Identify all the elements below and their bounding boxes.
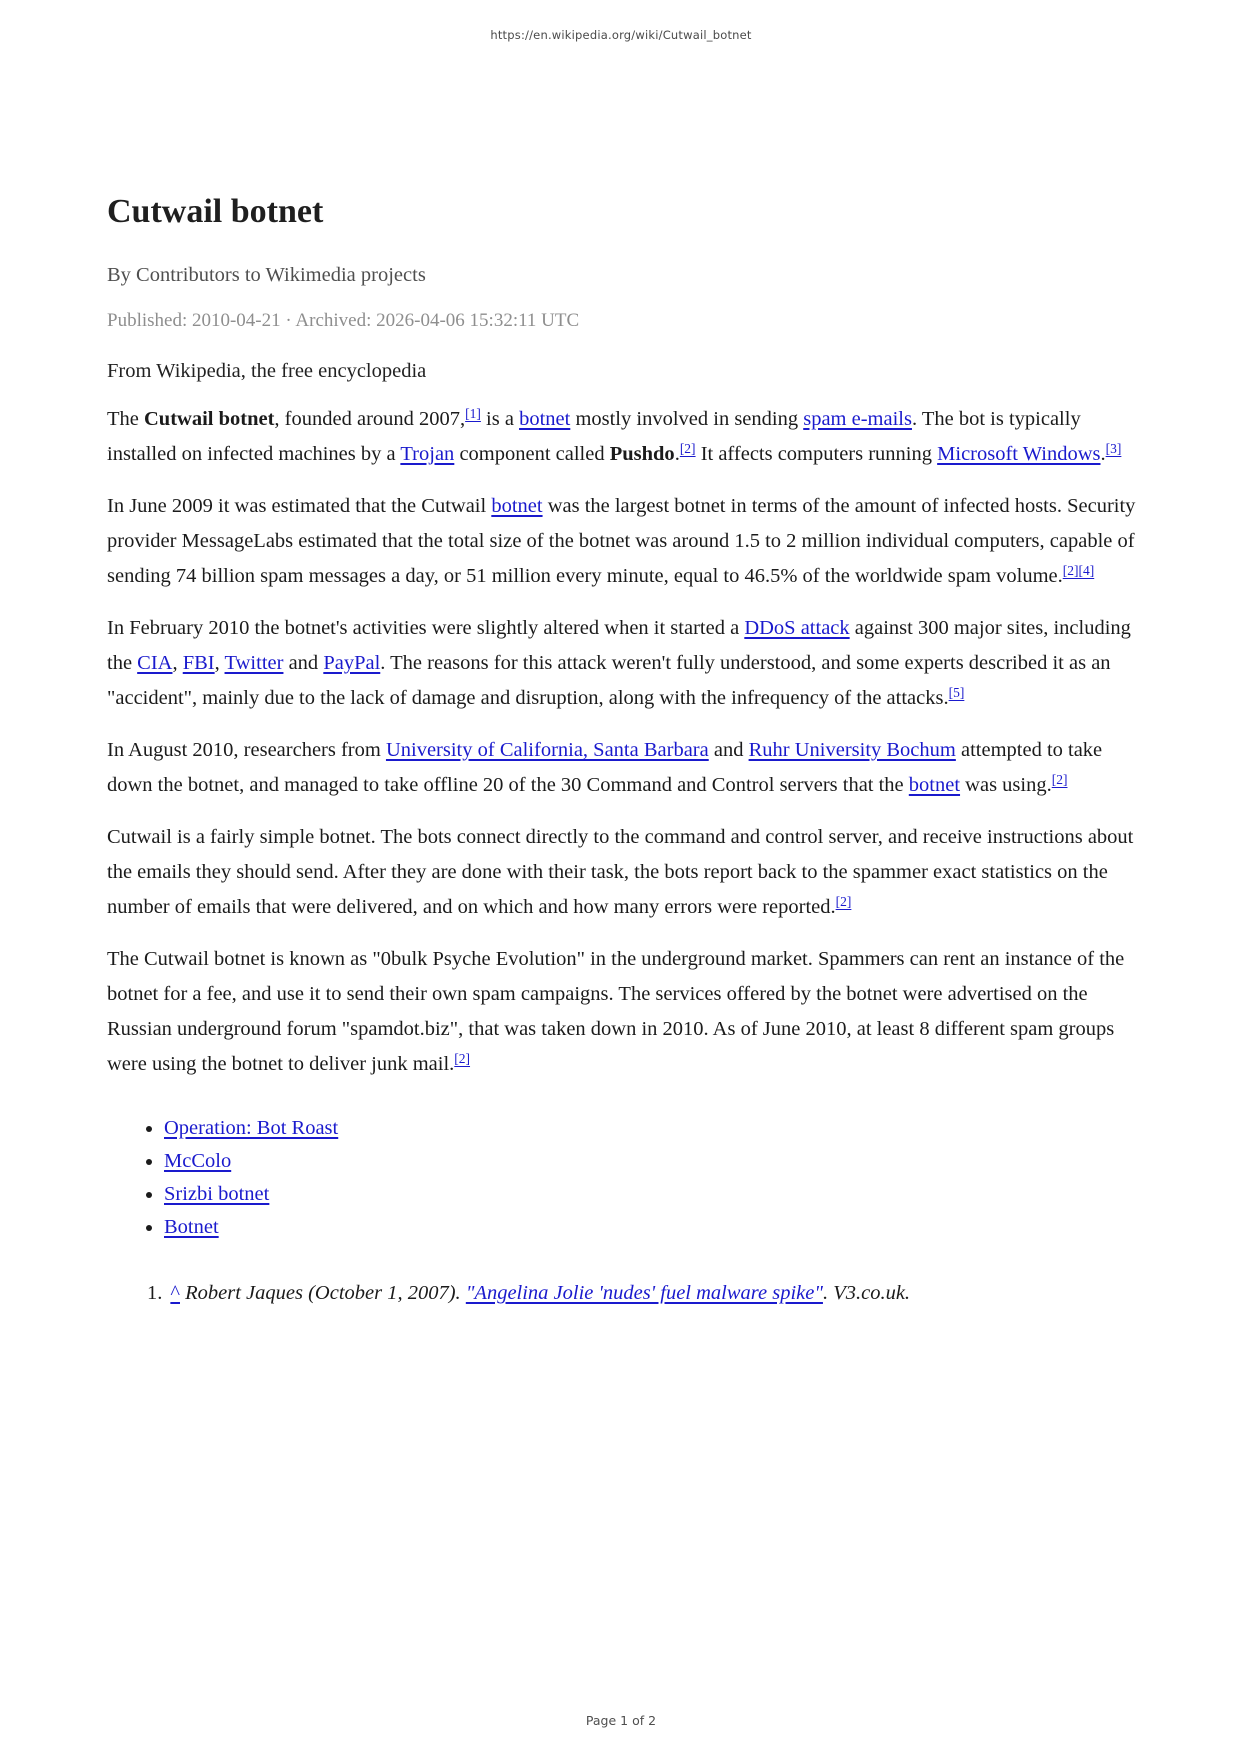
citation-ref[interactable]: [5] — [948, 685, 965, 700]
reference-number: 1. — [147, 1282, 163, 1304]
source-note: From Wikipedia, the free encyclopedia — [107, 360, 427, 382]
article-paragraph — [107, 611, 1139, 716]
see-also-item — [164, 1112, 1139, 1145]
article-paragraph — [107, 733, 1139, 803]
see-also-link[interactable]: Botnet — [164, 1216, 219, 1238]
published-archived-line: Published: 2010-04-21 · Archived: 2026-04-06 15:32:11 UTC — [107, 310, 580, 331]
reference-link[interactable]: "Angelina Jolie 'nudes' fuel malware spike" — [465, 1282, 823, 1304]
reference-item — [147, 1276, 1139, 1311]
citation-ref[interactable]: [2] — [679, 441, 696, 456]
inline-link[interactable]: University of California, Santa Barbara — [385, 739, 709, 761]
inline-link[interactable]: Microsoft Windows — [937, 443, 1101, 465]
references-list — [107, 1276, 1139, 1311]
text-span: . The bot is typically installed on infected machines by a — [107, 408, 1081, 465]
inline-link[interactable]: FBI — [182, 652, 215, 674]
text-span: The Cutwail botnet is known as "0bulk Psyche Evolution" in the underground market. Spammers can rent an instance of the botnet for a fee, and use it to send their own spam campaigns. The services offered by the botnet were advertised on the Russian underground forum "spamdot.biz", that was taken down in 2010. As of June 2010, at least 8 different spam groups were using the botnet to deliver junk mail. — [107, 948, 1125, 1075]
citation-ref[interactable]: [2] — [454, 1051, 471, 1066]
bold-text: Cutwail botnet — [144, 408, 275, 430]
page-indicator: Page 1 of 2 — [585, 1713, 657, 1728]
see-also-item — [164, 1211, 1139, 1244]
text-span: In June 2009 it was estimated that the Cutwail — [107, 495, 492, 517]
text-span: , — [172, 652, 183, 674]
text-span: The — [107, 408, 144, 430]
citation-ref[interactable]: [2] — [1051, 772, 1068, 787]
article — [107, 192, 1139, 1311]
text-span: , founded around 2007, — [274, 408, 466, 430]
text-span: is a — [480, 408, 520, 430]
see-also-item — [164, 1178, 1139, 1211]
byline: By Contributors to Wikimedia projects — [107, 264, 426, 286]
citation-ref[interactable]: [2][4] — [1062, 563, 1095, 578]
text-span: and — [283, 652, 324, 674]
inline-link[interactable]: spam e-mails — [803, 408, 912, 430]
text-span: and — [708, 739, 749, 761]
see-also-link[interactable]: Srizbi botnet — [164, 1183, 270, 1205]
article-paragraph — [107, 942, 1139, 1082]
text-span: Cutwail is a fairly simple botnet. The bots connect directly to the command and control server, and receive instructions about the emails they should send. After they are done with their task, the bots report back to the spammer exact statistics on the number of emails that were delivered, and on which and how many errors were reported. — [107, 826, 1134, 918]
inline-link[interactable]: PayPal — [323, 652, 381, 674]
article-paragraph — [107, 489, 1139, 594]
inline-link[interactable]: botnet — [491, 495, 543, 517]
article-paragraph — [107, 820, 1139, 925]
inline-link[interactable]: CIA — [137, 652, 173, 674]
text-span: was using. — [960, 774, 1052, 796]
page-title: Cutwail botnet — [107, 193, 324, 230]
inline-link[interactable]: Ruhr University Bochum — [748, 739, 956, 761]
text-span: Robert Jaques (October 1, 2007). — [180, 1282, 466, 1304]
text-span: . — [1100, 443, 1106, 465]
see-also-list — [107, 1112, 1139, 1244]
bold-text: Pushdo — [609, 443, 675, 465]
text-span: In August 2010, researchers from — [107, 739, 386, 761]
citation-ref[interactable]: [1] — [465, 406, 481, 421]
inline-link[interactable]: DDoS attack — [744, 617, 850, 639]
text-span: attempted to take down the botnet, and managed to take offline 20 of the 30 Command and Control servers that the — [107, 739, 1103, 796]
source-url: https://en.wikipedia.org/wiki/Cutwail_botnet — [490, 28, 752, 42]
backlink-caret[interactable]: ^ — [170, 1282, 180, 1304]
see-also-link[interactable]: Operation: Bot Roast — [164, 1117, 339, 1139]
text-span: . V3.co.uk. — [822, 1282, 911, 1304]
text-span: In February 2010 the botnet's activities were slightly altered when it started a — [107, 617, 745, 639]
citation-ref[interactable]: [3] — [1105, 441, 1122, 456]
text-span: It affects computers running — [695, 443, 938, 465]
article-paragraph — [107, 402, 1139, 472]
inline-link[interactable]: botnet — [908, 774, 961, 796]
text-span: component called — [454, 443, 610, 465]
inline-link[interactable]: botnet — [519, 408, 571, 430]
see-also-link[interactable]: McColo — [164, 1150, 232, 1172]
text-span: was the largest botnet in terms of the amount of infected hosts. Security provider MessageLabs estimated that the total size of the botnet was around 1.5 to 2 million individual computers, capable of sending 74 billion spam messages a day, or 51 million every minute, equal to 46.5% of the worldwide spam volume. — [107, 495, 1136, 587]
citation-ref[interactable]: [2] — [835, 894, 852, 909]
text-span: against 300 major sites, including the — [107, 617, 1131, 674]
text-span: . — [674, 443, 680, 465]
inline-link[interactable]: Trojan — [400, 443, 455, 465]
text-span: , — [214, 652, 225, 674]
text-span: . The reasons for this attack weren't fully understood, and some experts described it as an "accident", mainly due to the lack of damage and disruption, along with the infrequency of the attacks. — [107, 652, 1111, 709]
see-also-item — [164, 1145, 1139, 1178]
text-span: mostly involved in sending — [570, 408, 804, 430]
page-footer — [0, 1713, 1242, 1728]
article-body — [107, 402, 1139, 1082]
inline-link[interactable]: Twitter — [224, 652, 284, 674]
